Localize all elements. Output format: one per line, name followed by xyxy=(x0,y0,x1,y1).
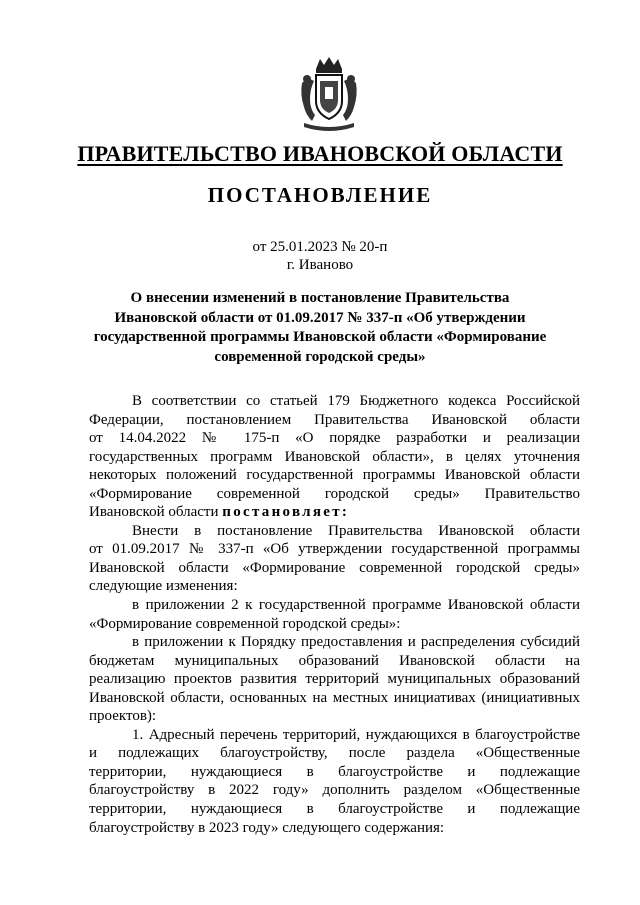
body-line: Ивановской области, основанных на местных инициативах (инициативных xyxy=(89,689,580,706)
body-line: Федерации, постановлением Правительства Ивановской области xyxy=(89,411,580,428)
body-line: некоторых положений государственной программы Ивановской области xyxy=(89,467,580,484)
body-line: в приложении 2 к государственной программе Ивановской области xyxy=(132,597,580,614)
body-line-text: Ивановской области xyxy=(89,504,219,521)
document-subject xyxy=(90,289,550,367)
body-line: 1. Адресный перечень территорий, нуждающихся в благоустройстве xyxy=(132,726,580,743)
body-line: В соответствии со статьей 179 Бюджетного кодекса Российской xyxy=(132,393,580,409)
body-line: территории, нуждающиеся в благоустройстве и подлежащие xyxy=(89,763,580,780)
document-type: ПОСТАНОВЛЕНИЕ xyxy=(207,183,433,207)
body-line: Внести в постановление Правительства Ивановской области xyxy=(132,522,580,539)
body-line: территории, нуждающиеся в благоустройстве и подлежащие xyxy=(89,801,580,818)
government-title: ПРАВИТЕЛЬСТВО ИВАНОВСКОЙ ОБЛАСТИ xyxy=(77,141,563,166)
body-line: благоустройству в 2023 году» следующего содержания: xyxy=(89,819,445,836)
subject-line: О внесении изменений в постановление Правительства xyxy=(130,290,510,306)
body-line: и подлежащих благоустройству, после раздела «Общественные xyxy=(89,745,580,762)
body-line: «Формирование современной городской среды»: xyxy=(89,615,401,632)
body-line: государственных программ Ивановской области», в целях уточнения xyxy=(89,448,580,465)
subject-line: современной городской среды» xyxy=(214,348,426,365)
decree-word: постановляет: xyxy=(222,504,350,521)
body-line: благоустройству в 2022 году» дополнить разделом «Общественные xyxy=(89,782,580,799)
body-line: в приложении к Порядку предоставления и распределения субсидий xyxy=(132,634,580,651)
subject-line: государственной программы Ивановской области «Формирование xyxy=(93,329,547,345)
body-line: бюджетам муниципальных образований Ивановской области на xyxy=(89,652,580,669)
coat-of-arms-icon xyxy=(296,55,362,135)
body-line: Ивановской области «Формирование современной городской среды» xyxy=(89,559,580,576)
document-body xyxy=(89,392,580,837)
body-line: реализацию проектов развития территорий муниципальных образований xyxy=(89,671,580,688)
body-line: «Формирование современной городской среды» Правительство xyxy=(89,485,580,502)
body-line: следующие изменения: xyxy=(89,578,238,595)
subject-line: Ивановской области от 01.09.2017 № 337-п «Об утверждении xyxy=(114,309,526,326)
body-line: от 01.09.2017 № 337-п «Об утверждении государственной программы xyxy=(89,541,580,558)
document-date-number: от 25.01.2023 № 20-п xyxy=(252,239,388,255)
body-line: от 14.04.2022 № 175-п «О порядке разработки и реализации xyxy=(89,430,580,447)
document-city: г. Иваново xyxy=(286,257,354,273)
body-line xyxy=(89,503,580,522)
body-line: проектов): xyxy=(89,708,157,725)
